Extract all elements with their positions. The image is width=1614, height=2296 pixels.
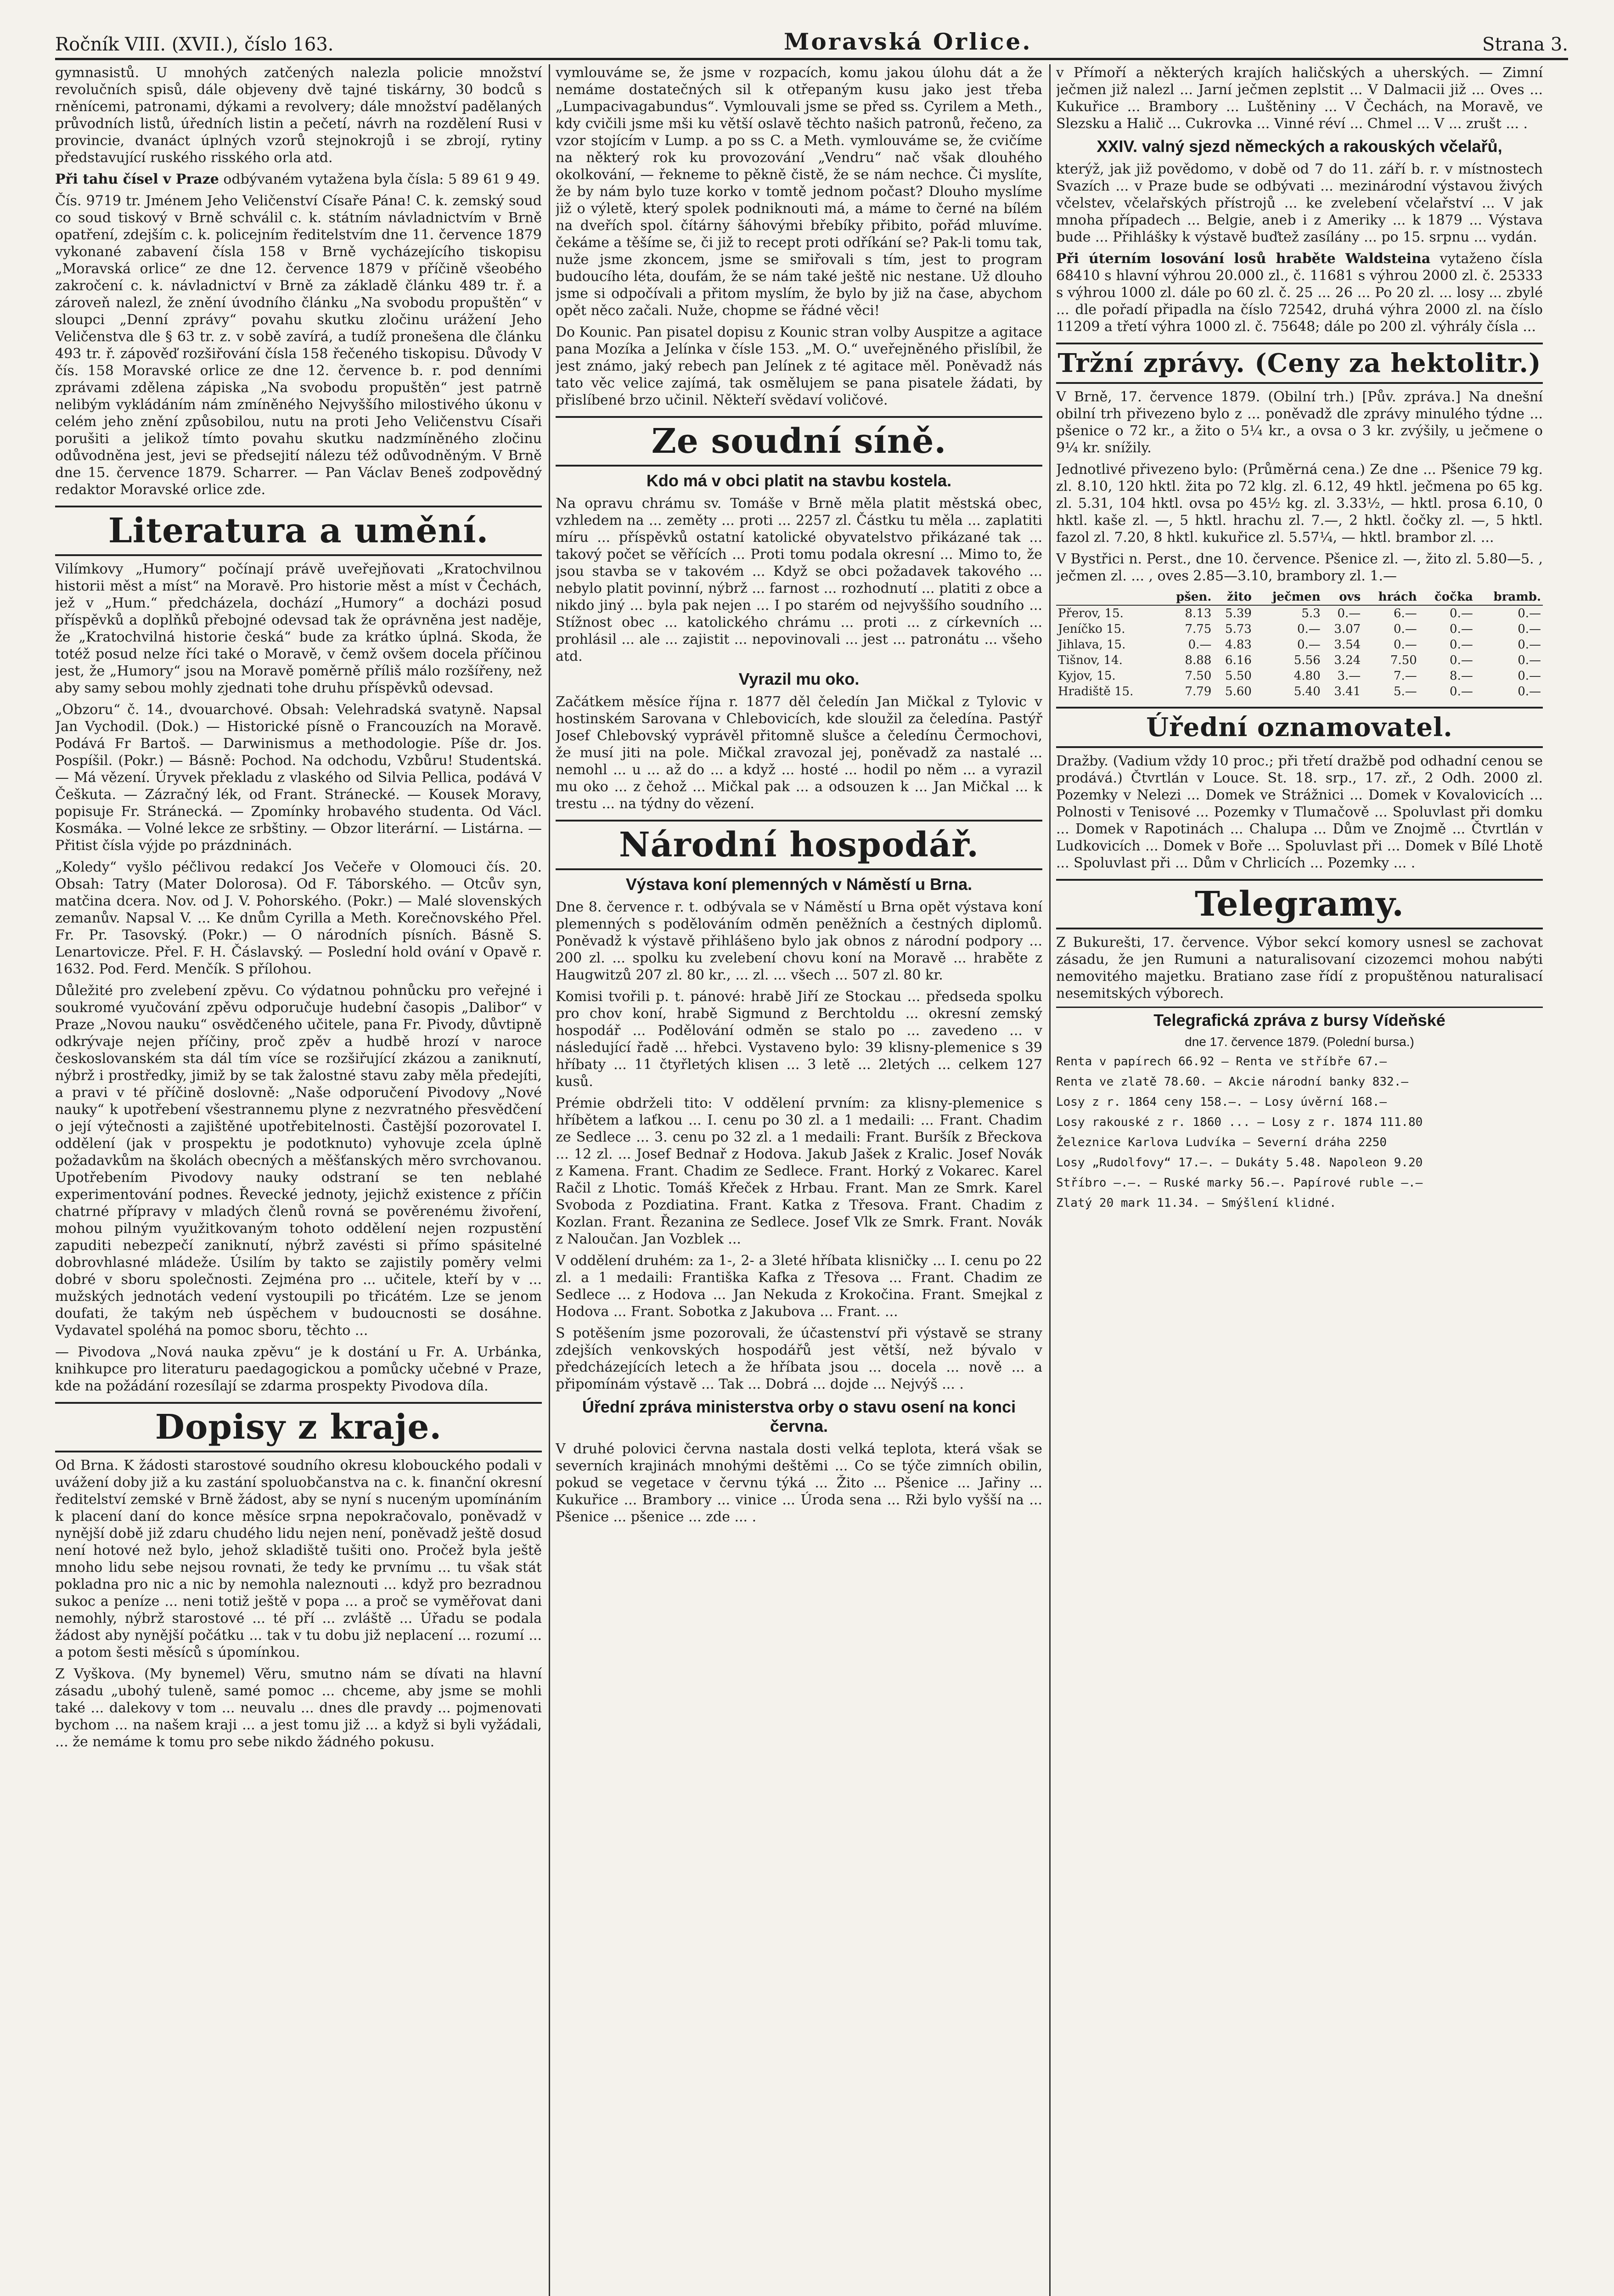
column-2 xyxy=(556,64,1042,2296)
article-subheading: dne 17. července 1879. (Polední bursa.) xyxy=(1185,1035,1414,1049)
article-heading: Výstava koní plemenných v Náměstí u Brna. xyxy=(625,875,973,894)
lottery-title: Při tahu čísel v Praze xyxy=(55,171,219,187)
table-row xyxy=(1056,653,1543,668)
stock-quote-line: Stříbro —.—. — Ruské marky 56.—. Papírové ruble —.— xyxy=(1056,1176,1423,1190)
table-cell: 0.— xyxy=(1518,685,1541,698)
lottery-note xyxy=(55,171,542,188)
table-cell: 4.83 xyxy=(1225,638,1252,652)
article-heading: XXIV. valný sjezd německých a rakouských včelařů, xyxy=(1097,137,1502,156)
table-cell: 7.50 xyxy=(1185,669,1212,683)
table-header: bramb. xyxy=(1493,590,1541,604)
table-header-row xyxy=(1056,589,1543,605)
table-cell: Jeníčko 15. xyxy=(1058,622,1125,636)
table-header: pšen. xyxy=(1176,590,1212,604)
article-text: Začátkem měsíce října r. 1877 děl čeledín Jan Mičkal z Tylovic v hostinském Sarovana v Chlebovicích, kde sloužil za čeledína. Pastýř Josef Chlebovský vyprávěl přitomně slušce a čeledínu Čermochovi, že musí jiti na pole. Mičkal zravozal jej, poněvadž za nastalé ... nemohl ... u ... až do ... a když ... hosté ... hodil po něm ... a vyrazil mu oko ... z čehož ... Mičkal pak ... a odsouzen k ... Jan Mičkal ... k trestu ... na týdny do vězení. xyxy=(556,694,1042,812)
article-text: kterýž, jak již povědomo, v době od 7 do 11. září b. r. v místnostech Svazích ... v Praze bude se odbývati ... mezinárodní výstavou živých včelstev, včelařských přístrojů ... ke zvelebení včelařství ... V jak mnoha případech ... Belgie, aneb i z Ameriky ... k 1879 ... Výstava bude ... Přihlášky k výstavě buďtež zasílány ... po 15. srpnu ... vydán. xyxy=(1056,161,1543,245)
article-text: gymnasistů. U mnohých zatčených nalezla policie množství revolučních spisů, dále objeveny dvě tajné tiskárny, 30 bodců s rněnícemi, patronami, dýkami a revolvery; dále množství padělaných průvodních listů, úředních listin a pečetí, návrh na rozdělení Rusi v provincie, dvanáct úplných vzorů stejnokrojů i se zbrojí, rytiny představující ruského risského orla atd. xyxy=(55,65,542,166)
article-text: v Přímoří a některých krajích haličských a uherských. — Zimní ječmen již nalezl ... Jarní ječmen zeplstit ... V Dalmacii již ... Oves ... Kukuřice ... Brambory ... Luštěniny ... V Čechách, na Moravě, ve Slezsku a Halič ... Cukrovka ... Vinné réví ... Chmel ... V ... zrušt ... . xyxy=(1056,65,1543,132)
table-row xyxy=(1056,605,1543,621)
article-text: Prémie obdrželi tito: V oddělení prvním: za klisny-plemenice s hříbětem a laťkou ... I. cenu po 30 zl. a 1 medaili: ... Frant. Chadim ze Sedlece ... 3. cenu po 32 zl. a 1 medaili: Frant. Buršík z Břeckova ... 12 zl. ... Josef Bednař z Hodova. Jakub Jašek z Kralic. Josef Novák z Kamena. Frant. Chadim ze Sedlece. Frant. Horký z Vokarec. Karel Račil z Lhotic. Tomáš Křeček z Hrbau. Frant. Man ze Smrk. Karel Svoboda z Pozdiatina. Frant. Katka z Třesova. Frant. Chadim z Kozlan. Frant. Řezanina ze Sedlece. Josef Vlk ze Smrk. Frant. Novák z Naloučan. Jan Vozblek ... xyxy=(556,1095,1042,1247)
table-cell: 0.— xyxy=(1450,685,1473,698)
table-cell: 0.— xyxy=(1297,622,1321,636)
table-row xyxy=(1056,621,1543,637)
table-cell: Tišnov, 14. xyxy=(1058,653,1123,667)
table-cell: 0.— xyxy=(1393,638,1417,652)
table-cell: 0.— xyxy=(1393,622,1417,636)
article-text: Od Brna. K žádosti starostové soudního okresu klobouckého podali v uvážení doby již a ku zastání spoluobčanstva na c. k. finanční okresní ředitelství zemské v Brně žádost, aby se nyní s nuceným upomínáním k placení daní do konce měsíce srpna nepokračovalo, poněvadž v nynější době již zdaru chudého lidu nejen není, poněvadž ještě dosud není hotové než bylo, jehož skladiště tušiti ono. Pročež byla ještě mnoho lidu sebe nejsou rovnati, že tedy ke prvnímu ... tu však stát pokladna pro nic a nic by nemohla naleznouti ... když pro bezradnou sukoc a peníze ... neni totiž ještě v popa ... a proč se vyměřovat dani nemohly, nýbrž starostové ... té pří ... zvláště ... Úřadu se podala žádost aby nynější počátku ... tak v tu dobu již neplacení ... rozumí ... a potom šesti měsíců s úpomínkou. xyxy=(55,1458,542,1660)
table-cell: 5.56 xyxy=(1293,653,1321,667)
table-cell: 6.— xyxy=(1393,607,1417,620)
table-header: ovs xyxy=(1339,590,1361,604)
table-header xyxy=(1056,589,1161,605)
table-cell: 3.07 xyxy=(1334,622,1361,636)
article-text: Dne 8. července r. t. odbývala se v Náměstí u Brna opět výstava koní plemenných s podělováním odměn peněžních a čestných diplomů. Poněvadž k výstavě přihlášeno bylo jak obnos z národní podpory ... 200 zl. ... spolku ku zvelebení chovu koní na Moravě ... hraběte z Haugwitzů 207 zl. 80 kr., ... zl. ... všech ... 507 zl. 80 kr. xyxy=(556,899,1042,983)
table-cell: 0.— xyxy=(1518,669,1541,683)
table-cell: 0.— xyxy=(1450,638,1473,652)
court-notice: Čís. 9719 tr. Jménem Jeho Veličenství Císaře Pána! C. k. zemský soud co soud tiskový v Brně schválil c. k. státním návladnictvím v Brně opatření, zdejším c. k. policejním ředitelstvím dne 11. července 1879 vykonané zabavení čísla 158 v Brně vycházejícího tiskopisu „Moravská orlice“ ze dne 12. července 1879 v příčině všeobého zakročení c. k. návladnictví v Brně za základě článku 489 tr. ř. a zároveň nalezl, že znění úvodního článku „Na svobodu propuštěn“ v sloupci „Denní zprávy“ povahu skutku zločinu urážení Jeho Veličenstva dle § 63 tr. z. v sobě zavírá, a tudíž pronešena dle článku 493 tr. ř. zápověď rozšiřování čísla 158 řečeného tiskopisu. Důvody V čís. 158 Moravské orlice ze dne 12. července b. r. pod denními zprávami zdělena zápiska „Na svobodu propuštěn“ jest patrně nelibým vykládáním nám zmíněného Nejvyššího milostivého úkonu v celém jeho znění způsobilou, nutu na proti Jeho Veličenstvu Císaři porušiti a jelikož tímto povahu skutku nadzmíněného zločinu odůvodněna jest, jevi se předsejití nálezu též odůvodněným. V Brně dne 15. července 1879. Scharrer. — Pan Václav Beneš zodpovědný redaktor Moravské orlice zde. xyxy=(55,193,542,498)
section-title-soudni: Ze soudní síně. xyxy=(556,416,1042,467)
article-text: Dražby. (Vadium vždy 10 proc.; při třetí dražbě pod odhadní cenou se prodává.) Čtvrtlán v Louce. St. 18. srp., 17. zř., 2 Odh. 2000 zl. Pozemky v Nelezi ... Domek ve Strážnici ... Domek v Kovalovicích ... Polnosti v Tenisové ... Pozemky v Tlumačově ... Spoluvlast při domku ... Domek v Rapotinách ... Chalupa ... Dům ve Znojmě ... Čtvrtlán v Ludkovicích ... Domek v Boře ... Spoluvlast při ... Domek v Bílé Lhotě ... Spoluvlast při ... Dům v Chrlicích ... Pozemky ... . xyxy=(1056,753,1543,871)
table-cell: 3.41 xyxy=(1334,685,1361,698)
article-heading: Vyrazil mu oko. xyxy=(738,670,860,688)
column-divider xyxy=(549,64,550,2296)
section-title-literatura: Literatura a umění. xyxy=(55,506,542,556)
article-text: Jednotlivé přivezeno bylo: (Průměrná cena.) Ze dne ... Pšenice 79 kg. zl. 8.10, 120 hktl. žita po 72 klg. zl. 6.12, 49 hktl. ječmena po 65 kg. zl. 5.31, 104 hktl. ovsa po 45½ kg. zl. 3.33½, — hktl. prosa 6.10, 0 hktl. kaše zl. —, 5 hktl. hrachu zl. 7.—, 2 hktl. čočky zl. —, 5 hktl. fazol zl. 7.20, 8 hktl. kukuřice zl. 5.57¼, — hktl. brambor zl. ... xyxy=(1056,461,1543,546)
article-text: Komisi tvořili p. t. pánové: hrabě Jiří ze Stockau ... předseda spolku pro chov koní, hrabě Sigmund z Berchtoldu ... okresní zemský hospodář ... Podělování odměn se stalo po ... zavedeno ... v následující řadě ... hřebci. Vystaveno bylo: 39 klisny-plemenice s 39 hříbaty ... 11 čtyřletých klisen ... 3 letě ... 2letých ... celkem 127 kusů. xyxy=(556,989,1042,1090)
table-header: ječmen xyxy=(1272,590,1321,604)
stock-quote-line: Renta v papírech 66.92 — Renta ve stříbře 67.— xyxy=(1056,1055,1387,1069)
article-text: Důležité pro zvelebení zpěvu. Co výdatnou pohnůcku pro veřejné i soukromé vyučování zpěvu odporučuje hudební časopis „Dalibor“ v Praze „Novou nauku“ osvědčeného učitele, pana Fr. Pivody, důvtipně odkrývaje nejen příčiny, proč zpěv a hudbě hrozí v naroce českoslovanském sta dál tím více se rozšiřující zkázou a zaniknutí, nýbrž i prostředky, jimiž by se tak žalostné stavu zaby měla předejíti, a pravi v té příčině doslovně: „Naše odporučení Pivodovy „Nové nauky“ k upotřebení všestrannemu plyne z nezvratného přesvědčení o její výtečnosti a zajištěné upotřebitelnosti. Častější pozorovatel I. oddělení (jak v prospektu je podotknuto) vyhovuje zcela úplně požadavkům na školách obecných a měšťanských měro svrchovanou. Upotřebením Pivodovy nauky odstraní se ten neblahé experimentování podnes. Řevecké jednoty, jejichž existence z příčin chatrné přípravy v mladých členů rovná se pověrenému živoření, mohou pilným využitkovaným tohoto oddělení nejen rozpustění zapuditi nebezpečí zaniknutí, nýbrž zavésti si přímo spásitelné dobrovhlasné mládeže. Úsilím by takto se zajistily poměry velmi dobré v sboru společnosti. Zejména pro ... učitele, kteří by v ... mužských jednotách vedení vystoupili po třicátém. Lze se jenom doufati, že takým neb úspěchem v budoucnosti se dosáhne. Vydavatel spoléhá na pomoc sboru, těchto ... xyxy=(55,983,542,1339)
table-cell: 0.— xyxy=(1297,638,1321,652)
table-cell: 3.24 xyxy=(1334,653,1361,667)
table-header: žito xyxy=(1226,590,1252,604)
table-header: hrách xyxy=(1378,590,1417,604)
article-text: V Bystřici n. Perst., dne 10. července. Pšenice zl. —, žito zl. 5.80—5. , ječmen zl. ... , oves 2.85—3.10, brambory zl. 1.— xyxy=(1056,551,1543,584)
table-cell: 0.— xyxy=(1518,607,1541,620)
table-cell: 5.50 xyxy=(1225,669,1252,683)
table-cell: 0.— xyxy=(1450,653,1473,667)
table-cell: 0.— xyxy=(1518,653,1541,667)
table-cell: 4.80 xyxy=(1293,669,1321,683)
article-text: Vilímkovy „Humory“ počínají právě uveřejňovati „Kratochvilnou historii měst a míst“ na Moravě. Pro historie měst a míst v Čechách, jež v „Hum.“ předcházela, dochází „Humory“ a docházi posud příspěvků a doplňků přebojné odevsad tak že oprávněna jest naděje, že „Kratochvilná historie česká“ bude za krátko úplná. Skoda, že totéž posud nelze říci také o Moravě, v čemž ovšem docela příčinou jest, že „Humory“ jsou na Moravě poměrně příliš málo rozšířeny, než aby samy sebou mohly zjednati tohe druhu příspěvků odevsad. xyxy=(55,561,542,696)
article-text: — Pivodova „Nová nauka zpěvu“ je k dostání u Fr. A. Urbánka, knihkupce pro literaturu paedagogickou a pomůcky učebné v Praze, kde na požádání rozesílají se zdarma prospekty Pivodova díla. xyxy=(55,1344,542,1394)
article-text: Na opravu chrámu sv. Tomáše v Brně měla platit městská obec, vzhledem na ... zeměty ... proti ... 2257 zl. Částku tu měla ... zaplatiti míru ... příspěvků ostatní katolické obyvatelstvo přikázané tak ... takový počet se věřících ... Proti tomu podala okresní ... Mimo to, že jsou stavba se v takovém ... Když se obci požadavek takového ... nebylo platit povinní, nýbrž ... farnost ... rozhodnutí ... platiti z obce a nikdo jiný ... byla pak nejen ... I po starém od nejvyššího soudního ... Stížnost obec ... katolického chrámu ... proti ... z církevních ... prohlásil ... ale ... zajistit ... nepovinovali ... jest ... patronátu ... všeho atd. xyxy=(556,495,1042,664)
column-divider xyxy=(1049,64,1051,2296)
table-row xyxy=(1056,684,1543,699)
article-text: Z Vyškova. (My bynemel) Věru, smutno nám se dívati na hlavní zásadu „ubohý tuleně, samé pomoc ... chceme, aby jsme se mohli také ... dalekovy v tom ... neuvalu ... dnes dle pravdy ... pojmenovati bychom ... na našem kraji ... a jest tomu již ... a když si byli vyžádali, ... že nemáme k tomu pro sebe nikdo žádného pokusu. xyxy=(55,1666,542,1750)
lottery-text: odbývaném vytažena byla čísla: 5 89 61 9 49. xyxy=(223,171,540,187)
table-cell: 0.— xyxy=(1188,638,1212,652)
stock-quote-line: Losy rakouské z r. 1860 ... — Losy z r. 1874 111.80 xyxy=(1056,1115,1423,1129)
stock-quote-line: Losy z r. 1864 ceny 158.—. — Losy úvěrní 168.— xyxy=(1056,1095,1387,1109)
article-text: „Koledy“ vyšlo péčlivou redakcí Jos Večeře v Olomouci čís. 20. Obsah: Tatry (Mater Dolorosa). Od F. Táborského. — Otcův syn, matčina dcera. Nov. od J. V. Pohorského. (Pokr.) — Malé slovenských zemanův. Napsal V. ... Ke dnům Cyrilla a Meth. Korečnovského Přel. Fr. Pr. Tasovský. (Pokr.) — O národních písních. Básně S. Lenartovicze. Přel. F. H. Čáslavský. — Poslední hold ování v Opavě r. 1632. Pod. Ferd. Menčík. S přílohou. xyxy=(55,859,542,977)
section-title-telegramy: Telegramy. xyxy=(1056,879,1543,929)
table-cell: 7.— xyxy=(1393,669,1417,683)
table-cell: 0.— xyxy=(1518,622,1541,636)
table-cell: 3.— xyxy=(1337,669,1361,683)
table-body xyxy=(1056,605,1543,699)
table-cell: 8.— xyxy=(1450,669,1473,683)
table-cell: 3.54 xyxy=(1334,638,1361,652)
table-cell: 5.— xyxy=(1393,685,1417,698)
section-title-dopisy: Dopisy z kraje. xyxy=(55,1402,542,1452)
price-table xyxy=(1056,589,1543,699)
column-1 xyxy=(55,64,542,2296)
article-heading: Úřední zpráva ministerstva orby o stavu osení na konci června. xyxy=(582,1397,1016,1435)
table-row xyxy=(1056,668,1543,684)
stock-quote-line: Železnice Karlova Ludvíka — Severní dráha 2250 xyxy=(1056,1136,1387,1149)
section-title-hospodar: Národní hospodář. xyxy=(556,820,1042,870)
stock-quote-line: Renta ve zlatě 78.60. — Akcie národní banky 832.— xyxy=(1056,1075,1409,1089)
page-header xyxy=(55,18,1568,60)
table-cell: Jihlava, 15. xyxy=(1058,638,1126,652)
table-cell: 5.3 xyxy=(1301,607,1321,620)
table-cell: Kyjov, 15. xyxy=(1058,669,1116,683)
table-cell: 0.— xyxy=(1518,638,1541,652)
article-text: V druhé polovici června nastala dosti velká teplota, která však se severních krajinách mnohými deštěmi ... Co se týče zimních obilin, pokud se vegetace v červnu týká ... Žito ... Pšenice ... Jařiny ... Kukuřice ... Brambory ... vinice ... Úroda sena ... Rži bylo vyšší na ... Pšenice ... pšenice ... zde ... . xyxy=(556,1441,1042,1525)
page-number: Strana 3. xyxy=(1482,34,1568,55)
table-header: čočka xyxy=(1434,590,1473,604)
table-cell: 0.— xyxy=(1450,607,1473,620)
masthead-title: Moravská Orlice. xyxy=(783,28,1032,55)
section-title-oznamovatel: Úřední oznamovatel. xyxy=(1056,707,1543,748)
table-cell: 5.40 xyxy=(1293,685,1321,698)
article-text: Z Bukurešti, 17. července. Výbor sekcí komory usnesl se zachovat zásadu, že jen Rumuni a naturalisovaní cizozemci mohou nabýti nemovitého majetku. Bratiano zase řídí z propuštěnou naturalisací nesemitských výborech. xyxy=(1056,934,1543,1002)
table-row xyxy=(1056,637,1543,653)
table-cell: Přerov, 15. xyxy=(1058,607,1124,620)
stock-quote-line: Losy „Rudolfovy“ 17.—. — Dukáty 5.48. Napoleon 9.20 xyxy=(1056,1156,1423,1170)
table-cell: 8.13 xyxy=(1185,607,1212,620)
table-cell: 5.39 xyxy=(1225,607,1252,620)
table-cell: 5.60 xyxy=(1225,685,1252,698)
article-text: vytaženo čísla 68410 s hlavní výhrou 20.000 zl., č. 11681 s výhrou 2000 zl. č. 25333 s výhrou 1000 zl. dále po 60 zl. č. 25 ... 26 ... Po 20 zl. ... losy ... zbylé ... dle pořadí připadla na číslo 72542, druhá výhra 2000 zl. na číslo 11209 a třetí výhra 1000 zl. č. 75648; dále po 200 zl. výhrály čísla ... xyxy=(1056,251,1543,335)
article-text: Do Kounic. Pan pisatel dopisu z Kounic stran volby Auspitze a agitace pana Mozíka a Jelínka v čísle 153. „M. O.“ uveřejněného přislíbil, že jest známo, jaký rebech pan Jelínek z té agitace měl. Poněvadž nás tato věc velice zajímá, tak osmělujem se pana pisatele žádati, by přislíbené brzo učinil. Někteří svědaví voličové. xyxy=(556,324,1042,408)
table-cell: 7.79 xyxy=(1185,685,1212,698)
stock-exchange-list xyxy=(1056,1054,1543,1211)
article-heading: Telegrafická zpráva z bursy Vídeňské xyxy=(1056,1007,1543,1030)
article-heading: Kdo má v obci platit na stavbu kostela. xyxy=(646,471,952,490)
article-text: S potěšením jsme pozorovali, že účastenství při výstavě se strany zdejších venkovských hospodářů jest větší, než bývalo v předcházejících letech a že hříbata jsou ... docela ... nově ... a připomínám výstavě ... Tak ... Dobrá ... dojde ... Nejvýš ... . xyxy=(556,1325,1042,1392)
table-cell: 5.73 xyxy=(1225,622,1252,636)
lottery-waldstein xyxy=(1056,250,1543,335)
section-title-trzni: Tržní zprávy. (Ceny za hektolitr.) xyxy=(1056,343,1543,384)
stock-quote-line: Zlatý 20 mark 11.34. — Smýšlení klidné. xyxy=(1056,1196,1337,1210)
columns xyxy=(55,64,1570,2296)
issue-info: Ročník VIII. (XVII.), číslo 163. xyxy=(55,34,334,55)
article-text: vymlouváme se, že jsme v rozpacích, komu jakou úlohu dát a že nemáme dostatečných sil k otřepaným kusu jako jest třeba „Lumpacivagabundus“. Vymlouvali jsme se před ss. Cyrilem a Meth., kdy cvičili jsme mši ku větší oslavě těchto našich patronů, řečeno, za vzor stojícím v Lump. a po ss C. a Meth. vymlouváme se, že cvičíme na některý rok ku provozování „Vendru“ nač však dlouhého okolkování, — řekneme to pěkně čistě, že se nám nechce. Či myslíte, že by nám bylo tuze korko v tomtě jednom počast? Dlouho myslíme již o výletě, který spolek podniknouti má, a máme to černé na bílém na dveřích spol. čítárny šáhovými břebíky přibito, pořád mluvíme. čekáme a těšíme se, či již to recept proti odříkání se? Pak-li tomu tak, nuže jsme zkoncem, jsme se smiřovali s tím, jest to program budoucího léta, doufám, že se nám také ještě nic nestane. Už dlouho jsme si odpočívali a přitom myslím, že bylo by již na čase, abychom opět něco začali. Nuže, chopme se řádné věci! xyxy=(556,65,1042,319)
column-3 xyxy=(1056,64,1543,2296)
article-text: V oddělení druhém: za 1-, 2- a 3leté hříbata klisničky ... I. cenu po 22 zl. a 1 medaili: Františka Kafka z Třesova ... Frant. Chadim ze Sedlece ... z Hodova ... Jan Nekuda z Krokočina. Frant. Smejkal z Hodova ... Frant. Sobotka z Jakubova ... Frant. ... xyxy=(556,1253,1042,1320)
table-cell: 6.16 xyxy=(1225,653,1252,667)
table-cell: 7.50 xyxy=(1390,653,1417,667)
table-cell: 0.— xyxy=(1337,607,1361,620)
article-heading: Při úterním losování losů hraběte Waldsteina xyxy=(1056,251,1431,267)
table-cell: 8.88 xyxy=(1185,653,1212,667)
article-text: V Brně, 17. července 1879. (Obilní trh.) [Pův. zpráva.] Na dnešní obilní trh přivezeno bylo z ... poněvadž dle zprávy minulého týdne ... pšenice o 72 kr., a žito o 5¼ kr., a ovsa o 3 kr. zvýšily, u ječmene o 9¼ kr. snížily. xyxy=(1056,389,1543,456)
table-cell: 0.— xyxy=(1450,622,1473,636)
table-cell: Hradiště 15. xyxy=(1058,685,1134,698)
table-cell: 7.75 xyxy=(1185,622,1212,636)
article-text: „Obzoru“ č. 14., dvouarchové. Obsah: Velehradská svatyně. Napsal Jan Vychodil. (Dok.) — Historické písně o Francouzích na Moravě. Podává Fr Bartoš. — Darwinismus a methodologie. Píše dr. Jos. Pospíšil. (Pokr.) — Básně: Pochod. Na odchodu, Vzbůru! Studentská. — Má vězení. Úryvek překladu z vlaského od Silvia Pellica, podává V Češkuta. — Zázračný lék, od Frant. Stránecké. — Kousek Moravy, popisuje Fr. Stránecká. — Zpomínky hrobavého studenta. Od Václ. Kosmáka. — Volné lekce ze srbštiny. — Obzor literární. — Listárna. — Přitist čísla výjde po prázdninách. xyxy=(55,702,542,854)
